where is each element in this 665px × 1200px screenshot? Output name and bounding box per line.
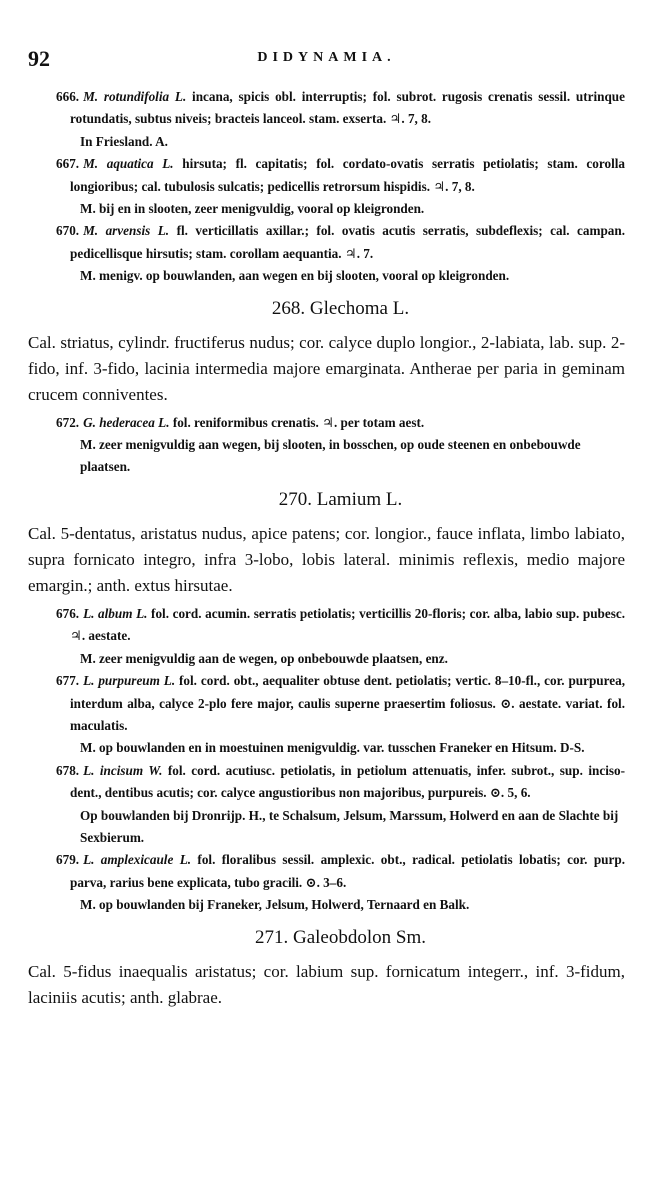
genus-heading: 271. Galeobdolon Sm.	[255, 926, 426, 948]
locality-note: M. bij en in slooten, zeer menigvuldig, vooral op kleigronden.	[80, 201, 425, 217]
species-name: M. arvensis L.	[83, 223, 170, 239]
page-header	[28, 46, 625, 74]
genus-description: Cal. 5-fidus inaequalis aristatus; cor. labium sup. fornicatum integerr., inf. 3-fidum, laciniis acutis; anth. glabrae.	[28, 961, 625, 1007]
species-name: M. aquatica L.	[83, 156, 174, 172]
locality-note: M. op bouwlanden bij Franeker, Jelsum, Holwerd, Ternaard en Balk.	[80, 897, 470, 913]
locality-note: M. zeer menigvuldig aan wegen, bij slooten, in bosschen, op oude steenen en onbebouwde plaatsen.	[80, 437, 581, 475]
species-entry	[56, 153, 625, 198]
species-name: G. hederacea L.	[83, 414, 170, 430]
species-name: L. purpureum L.	[83, 673, 176, 689]
species-description: fol. floralibus sessil. amplexic. obt., radical. petiolatis lobatis; cor. purp. parva, rarius bene explicata, tubo gracili. ⊙. 3–6.	[70, 852, 625, 890]
species-entry	[56, 670, 625, 737]
species-entry	[56, 220, 625, 265]
species-name: L. amplexicaule L.	[83, 852, 192, 868]
entry-number: 679.	[56, 852, 80, 868]
species-name: L. incisum W.	[83, 762, 163, 778]
species-description: fol. cord. acumin. serratis petiolatis; verticillis 20-floris; cor. alba, labio sup. pubesc. ♃. aestate.	[70, 605, 625, 644]
entry-number: 666.	[56, 89, 80, 104]
locality-note: Op bouwlanden bij Dronrijp. H., te Schalsum, Jelsum, Marssum, Holwerd en aan de Slachte bij Sexbierum.	[80, 807, 619, 845]
entry-number: 672.	[56, 414, 80, 430]
entry-number: 677.	[56, 673, 80, 689]
species-entry	[56, 760, 625, 805]
species-entry	[56, 86, 625, 131]
entry-number: 670.	[56, 223, 80, 239]
species-description: fol. cord. obt., aequaliter obtuse dent. petiolatis; vertic. 8–10-fl., cor. purpurea, interdum alba, calyce 2-plo fere major, caulis superne praesertim foliosus. ⊙. aestate. variat. fol. maculatis.	[70, 673, 625, 733]
species-entry	[56, 412, 625, 434]
entry-number: 678.	[56, 762, 80, 778]
entry-number: 667.	[56, 156, 80, 172]
locality-note: M. zeer menigvuldig aan de wegen, op onbebouwde plaatsen, enz.	[80, 650, 448, 666]
species-description: hirsuta; fl. capitatis; fol. cordato-ovatis serratis petiolatis; stam. corolla longioribus; cal. tubulosis sulcatis; pedicellis retrorsum hispidis. ♃. 7, 8.	[70, 156, 626, 194]
genus-heading: 270. Lamium L.	[278, 488, 403, 510]
genus-heading: 268. Glechoma L.	[271, 297, 410, 319]
species-description: fol. cord. acutiusc. petiolatis, in petiolum attenuatis, infer. subrot., sup. inciso-dent., dentibus acutis; cor. calyce angustioribus non majoribus, purpureis. ⊙. 5, 6.	[70, 762, 625, 801]
species-description: incana, spicis obl. interruptis; fol. subrot. rugosis crenatis sessil. utrinque rotundatis, subtus niveis; bracteis lanceol. stam. exserta. ♃. 7, 8.	[70, 89, 625, 127]
species-name: L. album L.	[83, 605, 148, 621]
locality-note: M. op bouwlanden en in moestuinen menigvuldig. var. tusschen Franeker en Hitsum. D-S.	[80, 740, 585, 756]
genus-description: Cal. striatus, cylindr. fructiferus nudus; cor. calyce duplo longior., 2-labiata, lab. sup. 2-fido, inf. 3-fido, lacinia intermedia majore emarginata. Antherae per paria in geminam crucem conniventes.	[28, 332, 625, 404]
species-description: fol. reniformibus crenatis. ♃. per totam aest.	[172, 414, 425, 430]
locality-note: In Friesland. A.	[80, 133, 168, 149]
entry-number: 676.	[56, 605, 80, 621]
running-title: DIDYNAMIA.	[257, 50, 396, 65]
page-number: 92	[28, 46, 50, 71]
species-entry	[56, 849, 625, 894]
species-name: M. rotundifolia L.	[83, 89, 187, 104]
page-content	[28, 86, 626, 1015]
species-description: fl. verticillatis axillar.; fol. ovatis acutis serratis, subdeflexis; cal. campan. pedicellisque hirsutis; stam. corollam aequantia. ♃. 7.	[70, 223, 625, 261]
genus-description: Cal. 5-dentatus, aristatus nudus, apice patens; cor. longior., fauce inflata, limbo labiato, supra fornicato integro, infra 3-lobo, lobis lateral. minimis reflexis, medio majore emargin.; anth. extus hirsutae.	[28, 523, 625, 595]
locality-note: M. menigv. op bouwlanden, aan wegen en bij slooten, vooral op kleigronden.	[80, 268, 510, 284]
species-entry	[56, 603, 625, 648]
